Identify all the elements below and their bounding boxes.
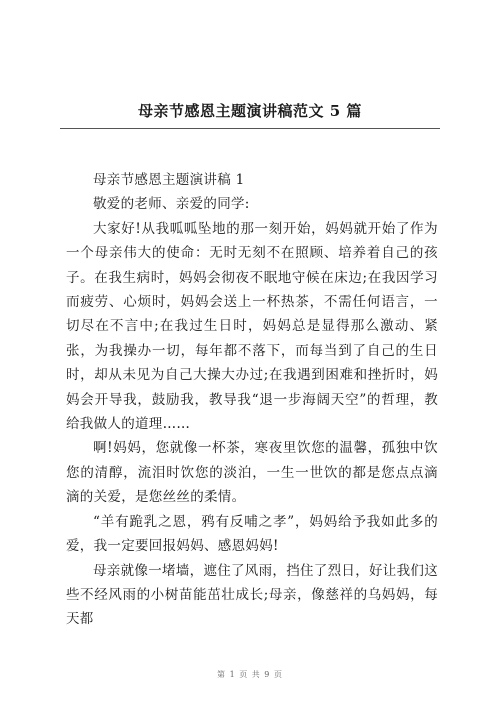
page-footer: 第 1 页 共 9 页	[217, 670, 283, 679]
paragraph-3: “羊有跪乳之恩，鸦有反哺之孝”，妈妈给予我如此多的爱，我一定要回报妈妈、感恩妈妈!	[66, 513, 438, 555]
paragraph-1: 大家好!从我呱呱坠地的那一刻开始，妈妈就开始了作为一个母亲伟大的使命：无时无刻不在照顾、培养着自己的孩子。在我生病时，妈妈会彻夜不眠地守候在床边;在我因学习而疲劳、心烦时，妈妈会送上一杯热茶，不需任何语言，一切尽在不言中;在我过生日时，妈妈总是显得那么激动、紧张，为我操办一切，每年都不落下，而每当到了自己的生日时，却从未见为自己大操大办过;在我遇到困难和挫折时，妈妈会开导我，鼓励我，教导我“退一步海阔天空”的哲理，教给我做人的道理……	[66, 220, 438, 433]
document-body	[66, 168, 438, 632]
paragraph-4: 母亲就像一堵墙，遮住了风雨，挡住了烈日，好让我们这些不经风雨的小树苗能茁壮成长;母亲，像慈祥的乌妈妈，每天都	[66, 562, 438, 628]
paragraph-2: 啊!妈妈，您就像一杯茶，寒夜里饮您的温馨，孤独中饮您的清醇，流泪时饮您的淡泊，一生一世饮的都是您点点滴滴的关爱，是您丝丝的柔情。	[66, 440, 438, 506]
salutation: 敬爱的老师、亲爱的同学:	[93, 196, 250, 213]
title-divider	[60, 128, 440, 129]
section-heading: 母亲节感恩主题演讲稿 1	[93, 172, 245, 188]
document-title: 母亲节感恩主题演讲稿范文 5 篇	[138, 102, 362, 120]
